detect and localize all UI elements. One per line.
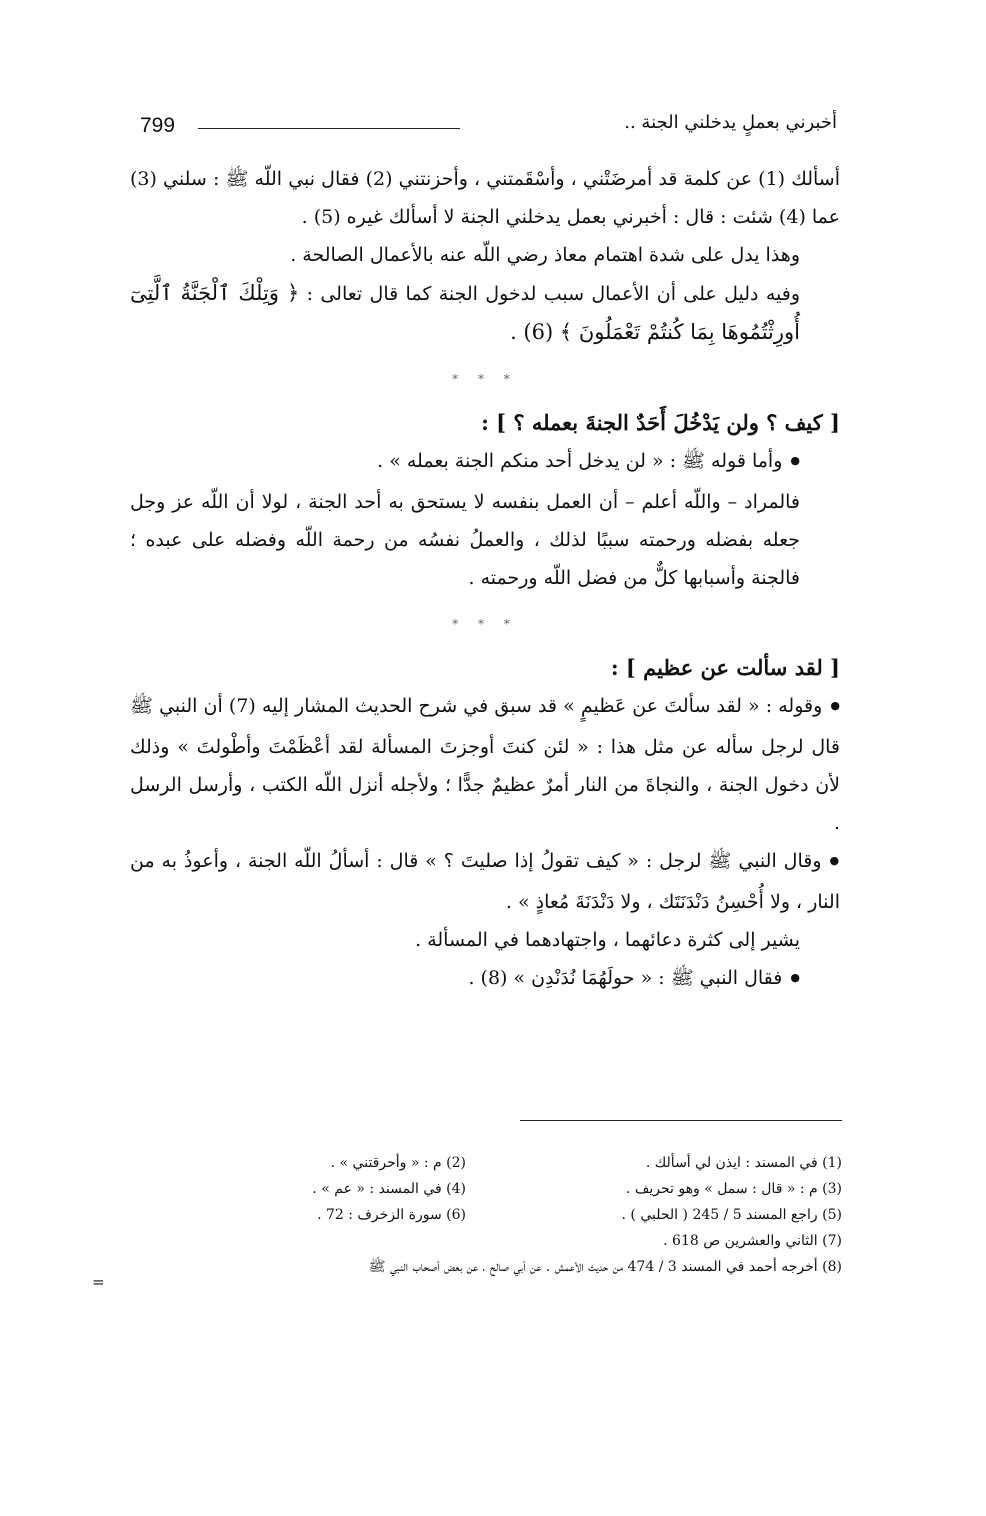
- footnote-8: (8) أخرجه أحمد في المسند 3 / 474 من حديث الأعمش . عن أبي صالح ، عن بعض أصحاب النبي ﷺ: [368, 1259, 842, 1275]
- footnote-row: [90, 1150, 842, 1176]
- bullet-paragraph: ● وأما قوله ﷺ : « لن يدخل أحد منكم الجنة بعمله » .: [130, 442, 840, 483]
- bullet-paragraph: ● وقال النبي ﷺ لرجل : « كيف تقولُ إذا صليتَ ؟ » قال : أسألُ اللّه الجنة ، وأعوذُ به من النار ، ولا أُحْسِنُ دَنْدَنَتَك ، ولا دَنْدَنَةَ مُعاذٍ » .: [130, 842, 840, 921]
- continuation-mark: =: [92, 1273, 105, 1291]
- footnote-row: [90, 1202, 842, 1228]
- footnote-6: (6) سورة الزخرف : 72 .: [317, 1207, 466, 1223]
- footnote-4: (4) في المسند : « عم » .: [312, 1181, 466, 1197]
- paragraph: فالمراد – واللّه أعلم – أن العمل بنفسه لا يستحق به أحد الجنة ، لولا أن اللّه عز وجل جعله بفضله ورحمته سببًا لذلك ، والعملُ نفسُه من رحمة اللّه وفضله على عبده ؛ فالجنة وأسبابها كلٌّ من فضل اللّه ورحمته .: [130, 491, 800, 589]
- quran-verse: ﴿ وَتِلْكَ ٱلْجَنَّةُ ٱلَّتِىٓ أُورِثْتُمُوهَا بِمَا كُنتُمْ تَعْمَلُونَ ﴾ (6) .: [130, 281, 800, 344]
- paragraph-text: وفيه دليل على أن الأعمال سبب لدخول الجنة كما قال تعالى :: [306, 283, 800, 305]
- section-separator: * * *: [452, 617, 518, 631]
- footnotes: [90, 1150, 842, 1280]
- main-text: [130, 160, 840, 1000]
- page-header: [140, 114, 837, 144]
- footnote-1: (1) في المسند : ايذن لي أسألك .: [645, 1155, 842, 1171]
- paragraph: أسألك (1) عن كلمة قد أمرضَتْني ، وأسْقَمتني ، وأحزنتني (2) فقال نبي اللّه ﷺ : سلني (3) عما (4) شئت : قال : أخبرني بعمل يدخلني الجنة لا أسألك غيره (5) .: [130, 168, 840, 228]
- section-heading: [ كيف ؟ ولن يَدْخُلَ أَحَدٌ الجنةَ بعمله ؟ ] :: [481, 410, 840, 435]
- bullet-paragraph: ● فقال النبي ﷺ : « حولَهُمَا نُدَنْدِن » (8) .: [130, 959, 840, 1000]
- paragraph: يشير إلى كثرة دعائهما ، واجتهادهما في المسألة .: [415, 929, 800, 951]
- section-separator: * * *: [452, 372, 518, 386]
- page-number: 799: [140, 114, 176, 137]
- paragraph: وهذا يدل على شدة اهتمام معاذ رضي اللّه عنه بالأعمال الصالحة .: [290, 244, 800, 266]
- footnote-rule: [520, 1120, 842, 1121]
- paragraph: [130, 274, 840, 352]
- footnote-3: (3) م : « قال : سمل » وهو تحريف .: [625, 1181, 842, 1197]
- footnote-5: (5) راجع المسند 5 / 245 ( الحلبي ) .: [621, 1207, 842, 1223]
- footnote-7: (7) الثاني والعشرين ص 618 .: [663, 1233, 842, 1249]
- footnote-2: (2) م : « وأحرقتني » .: [330, 1155, 466, 1171]
- header-rule: [198, 128, 460, 129]
- bullet-paragraph: ● وقوله : « لقد سألتَ عن عَظيمٍ » قد سبق في شرح الحديث المشار إليه (7) أن النبي ﷺ قال لرجل سأله عن مثل هذا : « لئن كنتَ أوجزتَ المسألة لقد أعْظَمْتَ وأطْولتَ » وذلك لأن دخول الجنة ، والنجاةَ من النار أمرٌ عظيمٌ جدًّا ؛ ولأجله أنزل اللّه الكتب ، وأرسل الرسل .: [130, 687, 840, 842]
- running-title: أخبرني بعملٍ يدخلني الجنة ..: [624, 112, 837, 133]
- footnote-row: [90, 1176, 842, 1202]
- section-heading: [ لقد سألت عن عظيم ] :: [610, 655, 840, 680]
